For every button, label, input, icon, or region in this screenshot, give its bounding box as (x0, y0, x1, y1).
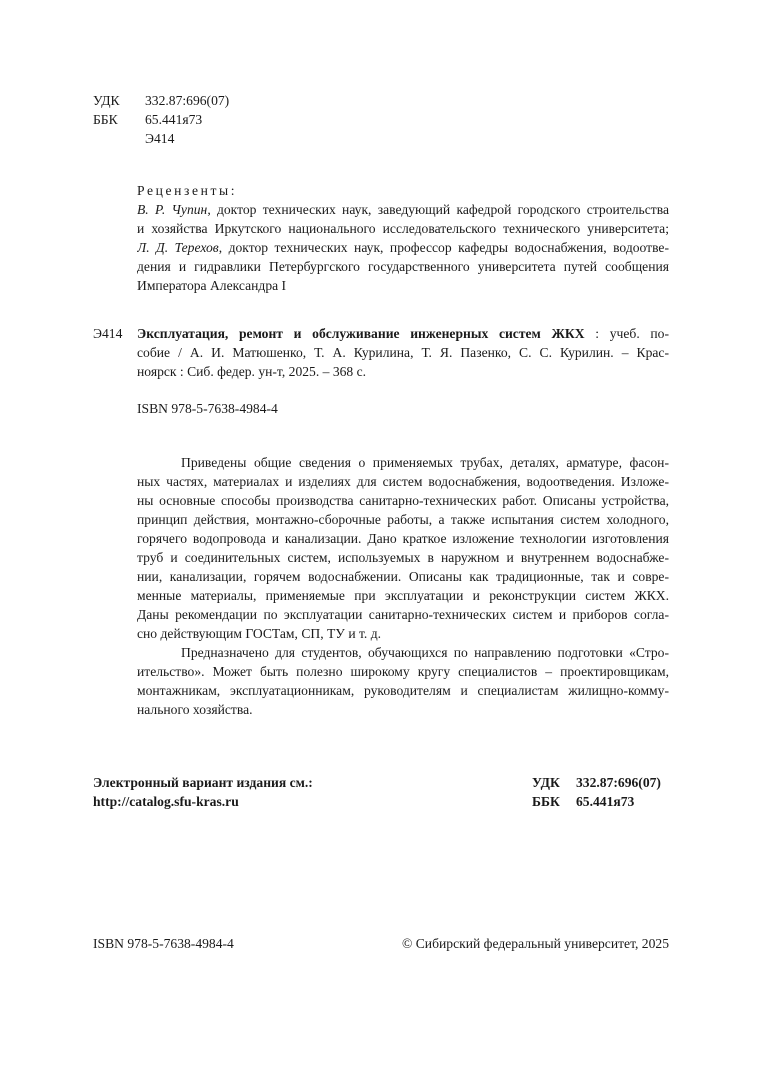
abstract-line: принцип действия, монтажно-сборочные работы, а также испытания систем холодного, (137, 512, 669, 527)
author-mark-row (93, 129, 229, 148)
catalog-link[interactable]: http://catalog.sfu-kras.ru (93, 794, 239, 809)
reviewer-2-line-1: Л. Д. Терехов, доктор технических наук, профессор кафедры водоснабжения, водоотве- (137, 240, 669, 255)
classification-block (93, 91, 229, 148)
bib-line-1: Эксплуатация, ремонт и обслуживание инженерных систем ЖКХ : учеб. по- (137, 326, 669, 341)
footer-udk-row: УДК 332.87:696(07) (532, 775, 661, 790)
reviewer-1-line-2: и хозяйства Иркутского национального исследовательского технического университета; (137, 221, 669, 236)
abstract-line: сно действующим ГОСТам, СП, ТУ и т. д. (137, 626, 382, 641)
abstract-line: ительство». Может быть полезно широкому кругу специалистов – проектировщикам, (137, 664, 669, 679)
reviewers-heading: Рецензенты: (137, 183, 238, 198)
abstract-line: горячего водопровода и канализации. Дано краткое изложение технологии изготовления (137, 531, 669, 546)
udk-row (93, 91, 229, 110)
reviewers-block (137, 181, 669, 295)
abstract-line: Предназначено для студентов, обучающихся по направлению подготовки «Стро- (181, 645, 669, 660)
bbk-row (93, 110, 229, 129)
reviewer-1-name: В. Р. Чупин (137, 202, 208, 217)
electronic-version-block (93, 773, 313, 811)
reviewer-1-line-1: В. Р. Чупин, доктор технических наук, заведующий кафедрой городского строительства (137, 202, 669, 217)
abstract-line: менные материалы, применяемые при эксплуатации и реконструкции систем ЖКХ. (137, 588, 669, 603)
abstract-line: нального хозяйства. (137, 702, 253, 717)
abstract-line: нии, канализации, горячем водоснабжении. Описаны как традиционные, так и совре- (137, 569, 669, 584)
bbk-value: 65.441я73 (145, 112, 203, 127)
abstract-line: Приведены общие сведения о применяемых трубах, деталях, арматуре, фасон- (181, 455, 669, 470)
electronic-version-label: Электронный вариант издания см.: (93, 775, 313, 790)
footer-classification (532, 773, 661, 811)
author-mark: Э414 (145, 131, 175, 146)
udk-value: 332.87:696(07) (145, 93, 230, 108)
bbk-label: ББК (93, 112, 118, 127)
book-title: Эксплуатация, ремонт и обслуживание инженерных систем ЖКХ (137, 326, 585, 341)
isbn-line: ISBN 978-5-7638-4984-4 (137, 401, 278, 416)
reviewer-2-line-3: Императора Александра I (137, 278, 287, 293)
abstract-line: монтажникам, эксплуатационникам, руководителям и специалистам жилищно-комму- (137, 683, 669, 698)
abstract (137, 453, 669, 719)
udk-label: УДК (93, 93, 120, 108)
bib-text (137, 324, 669, 381)
bib-line-3: ноярск : Сиб. федер. ун-т, 2025. – 368 с. (137, 364, 367, 379)
abstract-line: Даны рекомендации по эксплуатации санитарно-технических систем и приборов согла- (137, 607, 669, 622)
abstract-line: ных частях, материалах и изделиях для систем водоснабжения, водоотведения. Изложе- (137, 474, 669, 489)
bib-code: Э414 (93, 326, 123, 341)
reviewer-2-name: Л. Д. Терехов (137, 240, 219, 255)
footer-bbk-row: ББК 65.441я73 (532, 794, 635, 809)
bottom-isbn: ISBN 978-5-7638-4984-4 (93, 936, 234, 951)
abstract-line: труб и соединительных систем, используемых в наружном и внутреннем водоснабже- (137, 550, 669, 565)
bib-line-2: собие / А. И. Матюшенко, Т. А. Курилина, Т. Я. Пазенко, С. С. Курилин. – Крас- (137, 345, 669, 360)
reviewer-2-line-2: дения и гидравлики Петербургского государственного университета путей сообщения (137, 259, 669, 274)
copyright: © Сибирский федеральный университет, 2025 (402, 936, 669, 951)
abstract-line: ны основные способы производства санитарно-технических работ. Описаны устройства, (137, 493, 669, 508)
